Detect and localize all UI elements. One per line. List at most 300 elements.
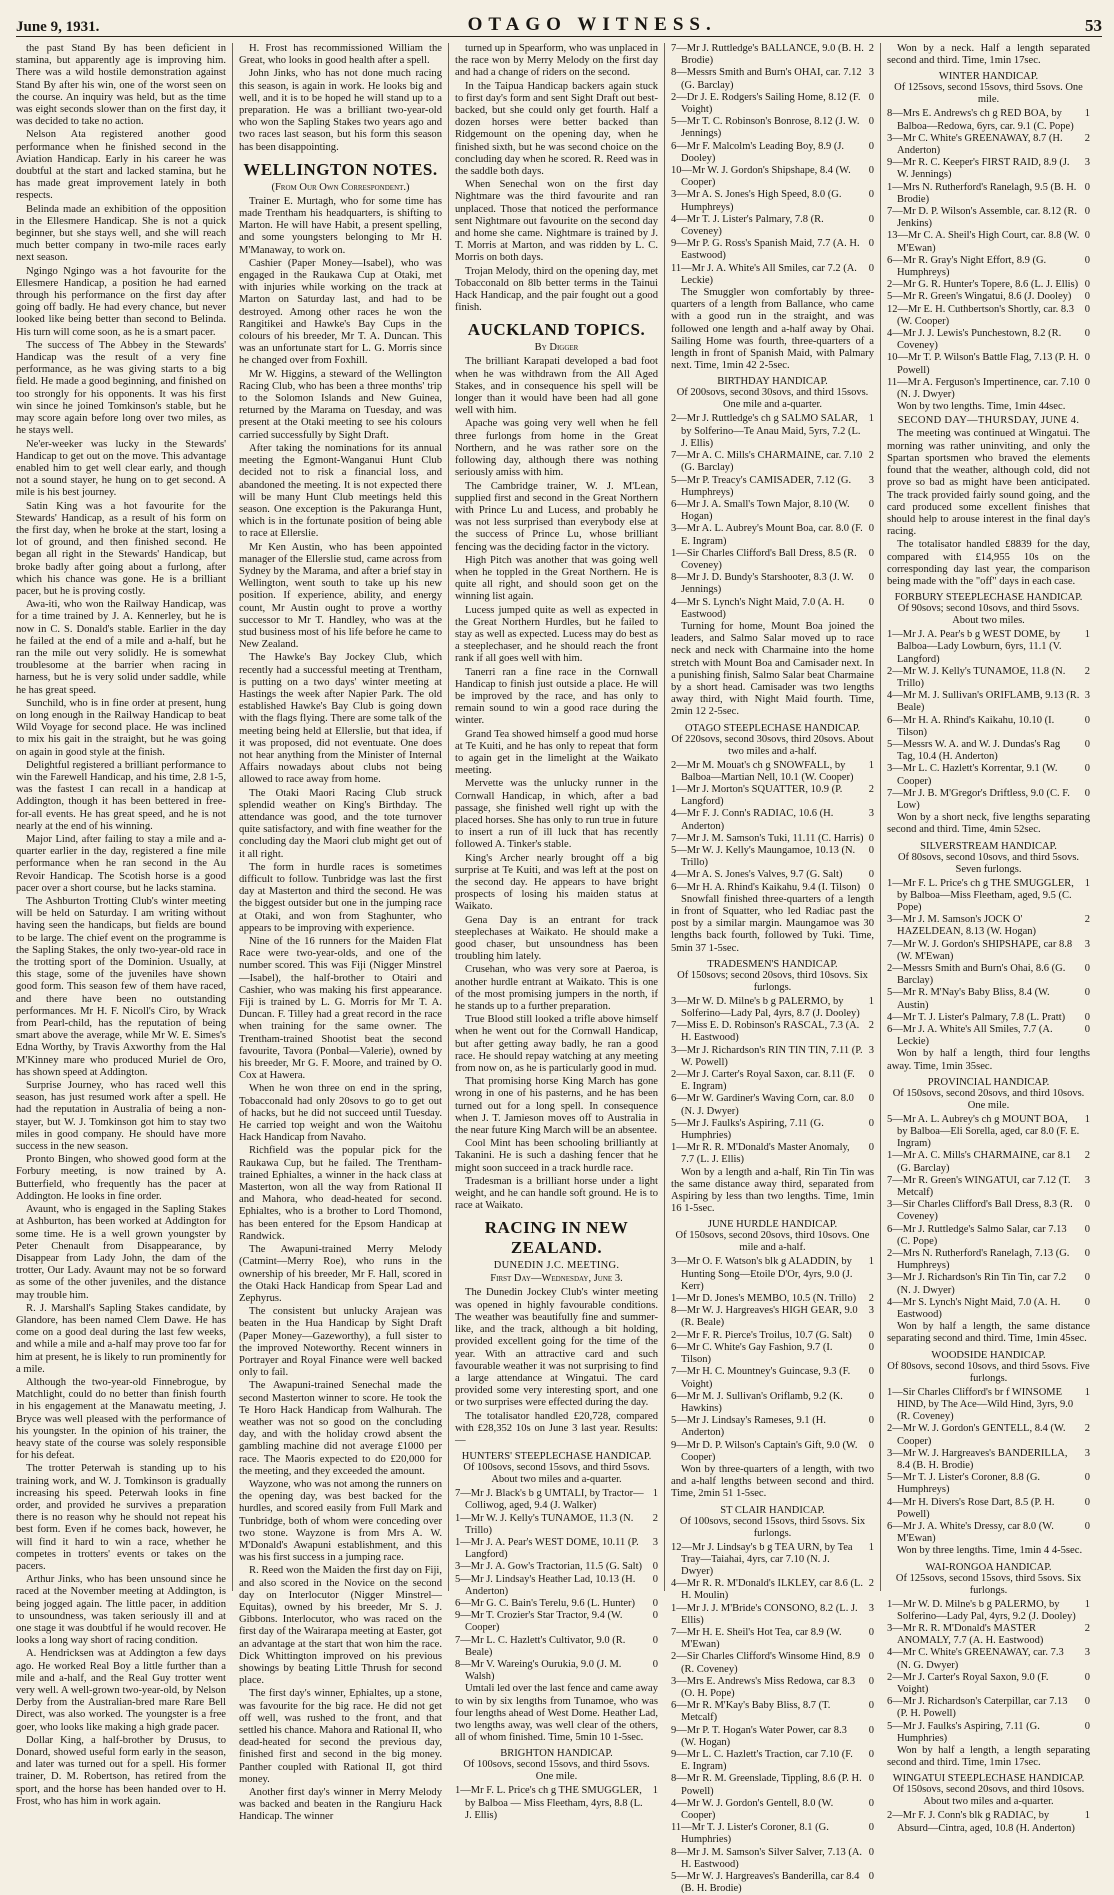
entry-position: 0 (652, 1561, 658, 1573)
entry-position: 0 (868, 572, 874, 584)
race-title: ST CLAIR HANDICAP. (720, 1504, 825, 1516)
paragraph: The success of The Abbey in the Stewards' Handicap was the result of a very fine performance, as he was giving starts to a big field. He made a good beginning, and finished on too strongly for his opponents. It was his first win since he joined Tomkinson's stable, but he may score again before long over two miles, as he stays well. (16, 339, 226, 437)
entry-position: 1 (868, 1256, 874, 1268)
race-entry (887, 1114, 1090, 1151)
entry-position: 1 (868, 759, 874, 771)
entry-position: 0 (1084, 1199, 1090, 1211)
entry-position: 0 (868, 1700, 874, 1712)
race-entry (671, 1118, 874, 1142)
entry-text: 3—Mr A. S. Jones's High Speed, 8.0 (G. Humphreys) (671, 189, 842, 213)
race-entry (671, 92, 874, 116)
entry-position: 0 (1084, 1024, 1090, 1036)
race-entry (887, 1175, 1090, 1199)
entry-text: 3—Mr C. White's GREENAWAY, 8.7 (H. Anderton) (887, 132, 1063, 157)
race-entry (671, 1415, 874, 1439)
entry-position: 1 (652, 1785, 658, 1797)
entry-position: 3 (868, 1602, 874, 1614)
entry-position: 0 (868, 547, 874, 559)
race-conditions: Of 125sovs, second 15sovs, third 5sovs. One mile. (894, 82, 1083, 106)
entry-text: 7—Mr J. B. M'Gregor's Driftless, 9.0 (C. F. Low) (887, 787, 1070, 811)
paragraph: John Jinks, who has not done much racing this season, is again in work. He looks big and well, and it is to be hoped he will stand up to a preparation. He was a brilliant two-year-old who won the Sapling Stakes two years ago and two races last season, but his form this season has been disappointing. (239, 68, 442, 153)
entry-text: 4—Mr W. J. Gordon's Gentell, 8.0 (W. Cooper) (671, 1797, 834, 1821)
entry-position: 1 (868, 1541, 874, 1553)
race-conditions: Of 150sovs; second 20sovs, third 10sovs. Six furlongs. (677, 969, 868, 993)
entry-text: 8—Messrs Smith and Burn's OHAI, car. 7.12 (G. Barclay) (671, 67, 862, 91)
paragraph: Won by a short neck, five lengths separating second and third. Time, 4min 52sec. (887, 812, 1090, 836)
entry-position: 0 (868, 523, 874, 535)
race-entry (671, 1093, 874, 1117)
race-entry (887, 914, 1090, 938)
paragraph: Pronto Bingen, who showed good form at the Forbury meeting, is now trained by A. Butterfield, who frequently has the pacer at Addington. He looks in fine order. (16, 1154, 226, 1202)
race-entry (671, 1542, 874, 1579)
entry-position: 2 (868, 1293, 874, 1305)
race-entry (455, 1785, 658, 1822)
entry-text: 5—Mr W. J. Kelly's Maungamoe, 10.13 (N. Trillo) (671, 844, 856, 869)
entry-text: 3—Mr R. R. M'Donald's MASTER ANOMALY, 7.7 (A. H. Eastwood) (887, 1622, 1044, 1647)
race-conditions: Of 80sovs, second 10sovs, and third 5sovs. Five furlongs. (887, 1360, 1090, 1384)
race-entry (887, 279, 1090, 291)
entry-text: 7—Mr L. C. Hazlett's Cultivator, 9.0 (R. Beale) (455, 1634, 626, 1658)
entry-text: 5—Mr R. Green's Wingatui, 8.6 (J. Dooley) (887, 291, 1072, 303)
race-entry (887, 715, 1090, 739)
race-entry (887, 666, 1090, 690)
byline: First Day—Wednesday, June 3. (490, 1273, 623, 1285)
entry-position: 0 (868, 1117, 874, 1129)
race-title: WOODSIDE HANDICAP. (931, 1349, 1046, 1361)
entry-text: 1—Mr A. C. Mills's CHARMAINE, car 8.1 (G. Barclay) (887, 1150, 1071, 1174)
paragraph: Snowfall finished three-quarters of a length in front of Squatter, who led Radiac past the post by a similar margin. Maungamoe was 30 lengths back fourth, followed by Tuki. Time, 5min 37 1-5sec. (671, 893, 874, 954)
entry-position: 0 (868, 1797, 874, 1809)
entry-position: 0 (868, 832, 874, 844)
entry-text: 9—Mr R. C. Keeper's FIRST RAID, 8.9 (J. W. Jennings) (887, 157, 1070, 181)
entry-position: 0 (1084, 963, 1090, 974)
race-entry (887, 1497, 1090, 1521)
entry-position: 0 (1084, 987, 1090, 999)
section-heading: WELLINGTON NOTES. (243, 159, 438, 179)
paragraph: Surprise Journey, who has raced well this season, has just resumed work after a spell. He had the reputation in Australia of being a non-stayer, but W. J. Tomkinson got him to stay two miles in good company. He should have more success in the new season. (16, 1080, 226, 1153)
entry-text: 5—Messrs W. A. and W. J. Dundas's Rag Tag, 10.4 (H. Anderton) (887, 738, 1061, 763)
race-entry (671, 1578, 874, 1602)
entry-position: 3 (1084, 1647, 1090, 1659)
race-entry (455, 1561, 658, 1573)
paragraph: turned up in Spearform, who was unplaced in the race won by Merry Melody on the first day and had a change of riders on the second. (455, 43, 658, 79)
entry-text: 1—Mr W. J. Kelly's TUNAMOE, 11.3 (N. Trillo) (455, 1512, 634, 1536)
entry-text: 8—Mr J. M. Samson's Silver Salver, 7.13 (A. H. Eastwood) (671, 1846, 863, 1870)
race-conditions: Of 220sovs, second 30sovs, third 20sovs. About two miles and a-half. (671, 733, 874, 757)
paragraph: Won by a length and a-half, Rin Tin Tin was the same distance away third, separated from Aspiring by less than two lengths. Time, 1min 16 1-5sec. (671, 1166, 874, 1215)
race-conditions: Of 125sovs, second 15sovs, third 5sovs. Six furlongs. (895, 1572, 1082, 1596)
entry-position: 0 (868, 1439, 874, 1451)
entry-position: 0 (1084, 254, 1090, 266)
paragraph: The Cambridge trainer, W. J. M'Lean, supplied first and second in the Great Northern with Prince Lu and Lucess, and probably he was not less surprised than everybody else at the success of Prince Lu, whose brilliant fencing was the deciding factor in the victory. (455, 480, 658, 553)
entry-position: 0 (868, 1415, 874, 1427)
subheading: DUNEDIN J.C. MEETING. (493, 1260, 620, 1272)
race-entry (671, 1366, 874, 1390)
paragraph: Satin King was a hot favourite for the Stewards' Handicap, as a result of his form on the first day, when he broke at the start, losing a lot of ground, and then finished second. He began all right in the Stewards' Handicap, but broke badly after going about a furlong, after which his chance was gone. He is a brilliant pacer, but he is proving costly. (16, 500, 226, 597)
entry-position: 0 (1084, 1272, 1090, 1284)
race-entry (671, 882, 874, 894)
entry-text: 3—Mr W. J. Hargreaves's BANDERILLA, 8.4 (B. H. Brodie) (887, 1447, 1068, 1471)
entry-text: 2—Mr J. Carter's Royal Saxon, 9.0 (F. Voight) (887, 1671, 1049, 1695)
entry-position: 0 (868, 1341, 874, 1353)
paragraph: Trainer E. Murtagh, who for some time has made Trentham his headquarters, is shifting to Marton. He will have Habit, a present spelling, and some youngsters belonging to Mr H. M'Manaway, to work on. (239, 195, 442, 256)
entry-text: 2—Mr W. J. Kelly's TUNAMOE, 11.8 (N. Trillo) (887, 665, 1066, 689)
race-entry (671, 1020, 874, 1044)
race-conditions: Of 80sovs, second 10sovs, and third 5sovs. Seven furlongs. (897, 851, 1080, 875)
entry-text: 8—Mr R. M. Greenslade, Tippling, 8.6 (P. H. Powell) (671, 1773, 862, 1797)
race-entry (887, 1448, 1090, 1472)
race-entry (671, 263, 874, 287)
entry-text: 9—Mr T. Crozier's Star Tractor, 9.4 (W. Cooper) (455, 1610, 623, 1634)
byline: (From Our Own Correspondent.) (271, 181, 410, 193)
race-entry (671, 1627, 874, 1651)
race-entry (671, 67, 874, 91)
race-entry (671, 1749, 874, 1773)
race-entry (455, 1488, 658, 1512)
paragraph: Won by half a length, a length separating second and third. Time, 1min 17sec. (887, 1744, 1090, 1769)
entry-position: 0 (868, 596, 874, 608)
entry-text: 1—Sir Charles Clifford's Ball Dress, 8.5 (R. Coveney) (671, 547, 857, 571)
race-entry (671, 1725, 874, 1749)
paragraph: The Ashburton Trotting Club's winter meeting will be held on Saturday. I am writing without having seen the handicaps, but fields are bound to be large. The chief event on the programme is the Sapling Stakes, the only two-year-old race in the trotting sport of the Dominion. Usually, at this stage, some of the juveniles have shown good form. This season few of them have raced, and there have been no outstanding performances. Mr H. F. Nicoll's Ciro, by Wrack from Pearl-child, has the reputation of being smart above the average, while Mr W. E. Simes's Edna Worthy, by Travis Axworthy from the Hal M'Kinney mare who produced Muriel de Oro, has shown speed at Addington. (16, 896, 226, 1078)
race-entry (887, 1387, 1090, 1424)
race-entry (455, 1598, 658, 1610)
entry-text: 1—Mrs N. Rutherford's Ranelagh, 9.5 (B. H. Brodie) (887, 181, 1077, 205)
race-entry (455, 1513, 658, 1537)
race-entry (887, 1672, 1090, 1696)
entry-text: 4—Mr A. S. Jones's Valves, 9.7 (G. Salt) (671, 869, 843, 881)
paragraph: The meeting was continued at Wingatui. The morning was rather uninviting, and only the Spartan sportsmen who braved the elements found that the weather, although cold, did not prove so bad as might have been anticipated. The track provided fairly sound going, and the card produced some excellent finishes that should help to arouse interest in the final day's racing. (887, 428, 1090, 538)
entry-text: 8—Mr J. D. Bundy's Starshooter, 8.3 (J. W. Jennings) (671, 572, 854, 596)
paragraph: When Senechal won on the first day Nightmare was the third favourite and ran unplaced. Those that noticed the performance sent Nightmare out favourite on the second day and home she came. Nightmare is trained by J. T. Morris at Marton, and was ridden by L. C. Morris on both days. (455, 179, 658, 264)
race-title: JUNE HURDLE HANDICAP. (707, 1219, 838, 1231)
paragraph: Gena Day is an entrant for track steeplechases at Waikato. He should make a good chaser, but unsoundness has been troubling him lately. (455, 914, 658, 963)
entry-text: 3—Mr J. Richardson's RIN TIN TIN, 7.11 (P. W. Powell) (671, 1044, 863, 1068)
entry-text: 5—Mr J. Lindsay's Heather Lad, 10.13 (H. Anderton) (455, 1573, 636, 1597)
race-entry (887, 939, 1090, 963)
entry-position: 2 (1084, 914, 1090, 926)
entry-position: 3 (1084, 1174, 1090, 1186)
entry-text: 2—Sir Charles Clifford's Winsome Hind, 8.9 (R. Coveney) (671, 1651, 861, 1675)
race-entry (671, 1391, 874, 1415)
entry-position: 2 (652, 1512, 658, 1524)
race-title: TRADESMEN'S HANDICAP. (707, 958, 838, 970)
paragraph: Another first day's winner in Merry Melody was backed and beaten in the Rangiuru Hack Handicap. The winner (239, 1787, 442, 1823)
entry-text: 11—Mr T. J. Lister's Coroner, 8.1 (G. Humphries) (671, 1822, 829, 1846)
entry-text: 12—Mr E. H. Cuthbertson's Shortly, car. 8.3 (W. Cooper) (887, 303, 1074, 327)
paragraph: Won by a neck. Half a length separated second and third. Time, 1min 17sec. (887, 43, 1090, 67)
paragraph: A. Hendricksen was at Addington a few days ago. He worked Real Boy a little further than a mile and a-half, and the Real Guy trotter went very well. A well-grown two-year-old, by Nelson Derby from the Australian-bred mare Rare Bell Direct, was also worked. The youngster is a free goer, who looks like making a high grade pacer. (16, 1648, 226, 1733)
race-entry (671, 1142, 874, 1166)
race-entry (671, 1773, 874, 1797)
entry-position: 0 (652, 1573, 658, 1585)
page-number: 53 (1084, 16, 1102, 35)
race-entry (671, 1603, 874, 1627)
entry-position: 0 (868, 1675, 874, 1687)
entry-position: 0 (1084, 1671, 1090, 1683)
entry-position: 0 (1084, 279, 1090, 291)
race-entry (887, 1810, 1090, 1834)
column-2 (232, 43, 448, 1823)
paragraph: Richfield was the popular pick for the Raukawa Cup, but he failed. The Trentham-trained Ephialtes, a winner in the hack class at Masterton, won all the way from Rational II and Mahora, who dead-heated for second. Ephialtes, who is a brother to Lord Thomond, has been entered for the Epsom Handicap at Randwick. (239, 1145, 442, 1242)
entry-position: 2 (868, 43, 874, 54)
race-conditions: Of 150sovs, second 20sovs, third 10sovs. One mile and a-half. (675, 1230, 870, 1254)
race-conditions: Of 150sovs, second 20sovs, and third 10sovs. About two miles and a-quarter. (892, 1784, 1085, 1808)
entry-position: 0 (1084, 1223, 1090, 1235)
paragraph: Cashier (Paper Money—Isabel), who was engaged in the Raukawa Cup at Otaki, met with injuries while working on the track at Marton on Saturday last, and had to be destroyed. Among other races he won the Rangitikei and Hawke's Bay Cups in the colours of his breeder, Mr T. A. Duncan. This was an unfortunate start for L. G. Morris since he changed over from Foxhill. (239, 257, 442, 367)
column-container (16, 43, 1102, 1895)
race-entry (671, 784, 874, 808)
race-entry (887, 1599, 1090, 1623)
race-entry (671, 1676, 874, 1700)
race-entry (887, 108, 1090, 132)
entry-position: 0 (868, 881, 874, 893)
entry-position: 2 (1084, 665, 1090, 677)
race-entry (671, 1871, 874, 1895)
race-entry (671, 523, 874, 547)
race-entry (671, 1822, 874, 1846)
race-entry (887, 182, 1090, 206)
race-entry (887, 352, 1090, 376)
entry-text: 1—Mr D. Jones's MEMBO, 10.5 (N. Trillo) (671, 1293, 857, 1305)
entry-position: 0 (868, 213, 874, 225)
race-entry (671, 499, 874, 523)
entry-position: 0 (1084, 1696, 1090, 1708)
paragraph: Awa-iti, who won the Railway Handicap, was for a time trained by J. A. Kennerley, but he is now in C. S. Donald's stable. Earlier in the day he failed at the end of a mile and a-half, but he ran the mile out very solidly. He is somewhat troublesome at the barrier when racing in harness, but he is very solid under saddle, while he has great speed. (16, 599, 226, 696)
entry-text: 7—Mr D. P. Wilson's Assemble, car. 8.12 (R. Jenkins) (887, 206, 1077, 230)
entry-text: 3—Mr O. F. Watson's blk g ALADDIN, by Hunting Song—Etoile D'Or, 4yrs, 9.0 (J. Kerr) (671, 1256, 853, 1292)
paragraph: Avaunt, who is engaged in the Sapling Stakes at Ashburton, has been worked at Addington for some time. He is a well grown youngster by Peter Chenault from Disappearance, by Disappear from Lady John, the dam of the trotter, Our Lady. Avaunt may not be so forward as some of the other juveniles, and the distance may trouble him. (16, 1204, 226, 1301)
entry-text: 6—Mr J. A. White's Dressy, car 8.0 (W. M'Ewan) (887, 1520, 1054, 1545)
entry-position: 1 (868, 413, 874, 425)
paragraph: Grand Tea showed himself a good mud horse at Te Kuiti, and he has only to repeat that form to again get in the limelight at the Waikato meeting. (455, 728, 658, 777)
entry-text: 3—Mr J. A. Gow's Tractorian, 11.5 (G. Salt) (455, 1561, 643, 1573)
race-title: WAI-RONGOA HANDICAP. (925, 1561, 1052, 1573)
entry-text: 3—Sir Charles Clifford's Ball Dress, 8.3 (R. Coveney) (887, 1199, 1073, 1223)
entry-text: 13—Mr C. A. Sheil's High Court, car. 8.8 (W. M'Ewan) (887, 230, 1080, 254)
entry-text: 9—Mr L. C. Hazlett's Traction, car 7.10 (F. E. Ingram) (671, 1748, 853, 1773)
entry-text: 5—Mr T. C. Robinson's Bonrose, 8.12 (J. W. Jennings) (671, 116, 860, 140)
entry-position: 0 (1084, 1520, 1090, 1532)
paragraph: Won by half a length, third four lengths away. Time, 1min 35sec. (887, 1048, 1090, 1072)
entry-position: 2 (1084, 132, 1090, 144)
race-entry (887, 1199, 1090, 1223)
column-4 (664, 43, 880, 1895)
race-title: WINTER HANDICAP. (938, 71, 1039, 83)
entry-text: 7—Mr J. M. Samson's Tuki, 11.11 (C. Harris) (671, 832, 864, 844)
entry-position: 0 (868, 91, 874, 103)
entry-position: 0 (652, 1597, 658, 1609)
race-entry (887, 1248, 1090, 1272)
entry-position: 0 (868, 1846, 874, 1858)
entry-text: 5—Mr J. Faulks's Aspiring, 7.11 (G. Humphries) (671, 1117, 824, 1142)
entry-text: 3—Mr J. Richardson's Rin Tin Tin, car 7.2 (N. J. Dwyer) (887, 1272, 1067, 1296)
entry-position: 0 (1084, 738, 1090, 750)
paragraph: Cool Mint has been schooling brilliantly at Takanini. He is such a dashing fencer that he might soon succeed in a track hurdle race. (455, 1138, 658, 1174)
entry-text: 4—Mr M. J. Sullivan's ORIFLAMB, 9.13 (R. Beale) (887, 690, 1080, 714)
entry-text: 8—Mr V. Wareing's Ourukia, 9.0 (J. M. Walsh) (455, 1658, 622, 1683)
entry-position: 0 (868, 1093, 874, 1105)
entry-text: 3—Mr W. D. Milne's b g PALERMO, by Solferino—Lady Pal, 4yrs, 8.7 (J. Dooley) (671, 995, 860, 1020)
paragraph: The trotter Peterwah is standing up to his training work, and W. J. Tomkinson is gradually increasing his speed. Peterwah looks in fine order, and provided he survives a preparation there is no reason why he should not repeat his best form. Even if he comes back, however, he will find it hard to win a race, whether he competes in trotters' events or takes on the pacers. (16, 1463, 226, 1572)
race-title: WINGATUI STEEPLECHASE HANDICAP. (892, 1773, 1085, 1785)
race-entry (671, 808, 874, 832)
entry-position: 3 (652, 1536, 658, 1548)
race-conditions: Of 100sovs, second 15sovs, and third 5sovs. One mile. (463, 1759, 650, 1783)
entry-text: 5—Mr J. Lindsay's Rameses, 9.1 (H. Anderton) (671, 1415, 827, 1439)
paragraph: Tradesman is a brilliant horse under a light weight, and he can handle soft ground. He is to race at Waikato. (455, 1175, 658, 1212)
entry-position: 0 (868, 1748, 874, 1760)
entry-position: 0 (868, 498, 874, 510)
entry-position: 1 (1084, 1386, 1090, 1398)
race-entry (887, 1623, 1090, 1647)
paragraph: Ngingo Ngingo was a hot favourite for the Ellesmere Handicap, a position he had earned through his performance on the first day after going off badly. He had every chance, but never looked like being better than second to Belinda. His turn will come soon, as he is a smart pacer. (16, 265, 226, 338)
entry-text: 9—Mr P. G. Ross's Spanish Maid, 7.7 (A. H. Eastwood) (671, 238, 860, 262)
entry-position: 0 (868, 1626, 874, 1638)
entry-text: 11—Mr J. A. White's All Smiles, car 7.2 (A. Leckie) (671, 262, 857, 286)
entry-position: 3 (868, 808, 874, 820)
entry-position: 1 (1084, 1113, 1090, 1125)
entry-text: 6—Mr J. A. White's All Smiles, 7.7 (A. Leckie) (887, 1024, 1053, 1048)
entry-position: 0 (652, 1610, 658, 1622)
entry-text: 1—Mr J. J. M'Bride's CONSONO, 8.2 (L. J. Ellis) (671, 1602, 858, 1626)
race-entry (671, 1440, 874, 1464)
paragraph: Lucess jumped quite as well as expected in the Great Northern Hurdles, but he failed to stay as well as expected. Lucess may do best as a steeplechaser, and he should reach the front rank if all goes well with him. (455, 604, 658, 665)
entry-position: 0 (1084, 376, 1090, 388)
race-title: OTAGO STEEPLECHASE HANDICAP. (684, 722, 861, 734)
entry-position: 1 (1084, 1598, 1090, 1610)
entry-position: 3 (1084, 1447, 1090, 1459)
entry-text: 6—Mr C. White's Gay Fashion, 9.7 (I. Tilson) (671, 1341, 833, 1366)
entry-position: 3 (868, 1305, 874, 1317)
entry-position: 0 (868, 1724, 874, 1736)
paragraph: The form in hurdle races is sometimes difficult to follow. Tunbridge was last the first day at Masterton and third the second. He was the biggest outsider but one in the jumping race at Otaki, and won from Staghunter, who appears to be improving with experience. (239, 861, 442, 934)
race-entry (887, 1521, 1090, 1545)
race-entry (671, 869, 874, 881)
race-conditions: Of 90sovs; second 10sovs, and third 5sovs. About two miles. (897, 603, 1080, 627)
paragraph: Although the two-year-old Finnebrogue, by Matchlight, could do no better than finish fourth in his engagement at the Manawatu meeting, J. Bryce was well pleased with the performance of his youngster. In the opinion of his trainer, the heavy state of the course was solely responsible for his defeat. (16, 1376, 226, 1462)
entry-text: 4—Mr R. R. M'Donald's ILKLEY, car 8.6 (L. H. Moulin) (671, 1578, 863, 1602)
entry-position: 0 (652, 1634, 658, 1646)
paragraph: Won by two lengths. Time, 1min 44sec. (897, 401, 1066, 413)
race-entry (887, 987, 1090, 1011)
race-entry (887, 304, 1090, 328)
entry-text: 7—Mr A. C. Mills's CHARMAINE, car. 7.10 (G. Barclay) (671, 450, 863, 474)
entry-position: 0 (868, 844, 874, 856)
entry-position: 0 (868, 1142, 874, 1154)
section-heading: AUCKLAND TOPICS. (467, 320, 646, 340)
race-entry (887, 629, 1090, 666)
paragraph: The consistent but unlucky Arajean was beaten in the Hua Handicap by Sight Draft (Paper Money—Gazeworthy), a full sister to the improved Noteworthy. Recent winners in Portrayer and Royal Finance were well backed only to fail. (239, 1306, 442, 1379)
entry-position: 0 (868, 165, 874, 177)
race-conditions: Of 100sovs, second 15sovs, and third 5sovs. About two miles and a-quarter. (463, 1462, 650, 1486)
race-entry (887, 963, 1090, 987)
paragraph: Turning for home, Mount Boa joined the leaders, and Salmo Salar moved up to race neck and neck with Charmaine into the home stretch with Mount Boa and Camisader next. In a punishing finish, Salmo Salar beat Charmaine by a short head. Camisader was two lengths away third, with Night Maid fourth. Time, 2min 12 2-5sec. (671, 620, 874, 718)
race-entry (671, 996, 874, 1020)
entry-text: 6—Mr M. J. Sullivan's Oriflamb, 9.2 (K. Hawkins) (671, 1390, 843, 1414)
entry-position: 3 (868, 67, 874, 79)
column-1 (16, 43, 232, 1807)
paragraph: The first day's winner, Ephialtes, up a stone, was favourite for the big race. He did not get off well, was rushed to the front, and that settled his chance. Mahora and Rational II, who dead-heated for second the previous day, finished first and second in the big money. Panther coupled with Rational II, got third money. (239, 1688, 442, 1785)
entry-position: 0 (1084, 1472, 1090, 1484)
entry-position: 1 (1084, 877, 1090, 889)
race-title: SILVERSTREAM HANDICAP. (920, 840, 1057, 852)
entry-position: 3 (1084, 690, 1090, 702)
entry-position: 0 (652, 1658, 658, 1670)
entry-text: 2—Mr J. Ruttledge's ch g SALMO SALAR, by Solferino—Te Anau Maid, 5yrs, 7.2 (L. J. Ellis) (671, 413, 861, 449)
race-entry (455, 1574, 658, 1598)
paragraph: The Hawke's Bay Jockey Club, which recently had a successful meeting at Trentham, is putting on a two days' winter meeting at Hastings the week after Napier Park. The old established Hawke's Bay Club is going down with the flags flying. There are some talk of the meeting being held at Ellerslie, but that idea, if it was proposed, did not eventuate. One does not hear anything from the Minister of Internal Affairs nowadays about clubs not being allowed to race away from home. (239, 652, 442, 786)
entry-text: 2—Mr G. R. Hunter's Topere, 8.6 (L. J. Ellis) (887, 279, 1079, 291)
entry-text: 8—Mr W. J. Hargreaves's HIGH GEAR, 9.0 (R. Beale) (671, 1305, 858, 1329)
entry-text: 9—Mr P. T. Hogan's Water Power, car 8.3 (W. Hogan) (671, 1724, 847, 1748)
entry-position: 0 (868, 869, 874, 881)
paragraph: Wayzone, who was not among the runners on the opening day, was best backed for the hurdles, and scored easily from Full Mark and Tunbridge, both of whom were conceding over two stone. Wayzone is from Mrs A. W. M'Donald's Awapuni establishment, and this was his first success in a jumping race. (239, 1478, 442, 1564)
race-entry (671, 116, 874, 140)
race-entry (887, 328, 1090, 352)
entry-position: 1 (652, 1488, 658, 1500)
race-entry (671, 597, 874, 621)
entry-position: 0 (868, 1822, 874, 1834)
entry-position: 0 (1084, 352, 1090, 364)
race-title: FORBURY STEEPLECHASE HANDICAP. (894, 592, 1083, 604)
entry-text: 5—Mr P. Treacy's CAMISADER, 7.12 (G. Humphreys) (671, 474, 852, 498)
entry-text: 7—Mr W. J. Gordon's SHIPSHAPE, car 8.8 (W. M'Ewan) (887, 938, 1073, 962)
subheading: SECOND DAY—THURSDAY, JUNE 4. (897, 415, 1080, 427)
race-entry (671, 1069, 874, 1093)
paragraph: Crusehan, who was very sore at Paeroa, is another hurdle entrant at Waikato. This is one of the most promising jumpers in the north, if he stands up to a further preparation. (455, 964, 658, 1013)
race-entry (671, 833, 874, 845)
race-entry (887, 157, 1090, 181)
entry-text: 2—Mr J. Carter's Royal Saxon, car. 8.11 (F. E. Ingram) (671, 1069, 855, 1093)
entry-text: 5—Mr R. M'Nay's Baby Bliss, 8.4 (W. Austin) (887, 987, 1050, 1011)
entry-text: 6—Mr H. A. Rhind's Kaikahu, 9.4 (I. Tilson) (671, 881, 861, 893)
entry-position: 0 (868, 189, 874, 201)
entry-position: 0 (1084, 787, 1090, 799)
race-entry (887, 377, 1090, 401)
entry-position: 2 (1084, 1423, 1090, 1435)
race-entry (671, 1330, 874, 1342)
race-entry (887, 1721, 1090, 1745)
race-entry (671, 189, 874, 213)
entry-text: 11—Mr A. Ferguson's Impertinence, car. 7.10 (N. J. Dwyer) (887, 376, 1080, 401)
race-entry (887, 1696, 1090, 1720)
race-entry (887, 1024, 1090, 1048)
paragraph: Sunchild, who is in fine order at present, hung on long enough in the Railway Handicap to beat Wild Voyage for second place. He was inclined to mix his gait in the straight, but he was going on again in good style at the finish. (16, 697, 226, 758)
race-entry (887, 1297, 1090, 1321)
entry-position: 0 (1084, 1496, 1090, 1508)
race-entry (887, 291, 1090, 303)
entry-position: 1 (868, 995, 874, 1007)
entry-position: 0 (1084, 1720, 1090, 1732)
race-conditions: Of 150sovs, second 20sovs, and third 10sovs. One mile. (892, 1087, 1085, 1111)
paragraph: Dollar King, a half-brother by Drusus, to Donard, showed useful form early in the season, and later was turned out for a spell. His former trainer, D. M. Robertson, has retired from the sport, and the horse has been handed over to H. Frost, who has him in work again. (16, 1734, 226, 1807)
entry-position: 0 (1084, 1296, 1090, 1308)
paragraph: The Awapuni-trained Merry Melody (Catmint—Merry Roe), who runs in the ownership of his breeder, Mr F. Hall, scored in the Otaki Hack Handicap from Spear Lad and Zephyrus. (239, 1244, 442, 1304)
race-entry (887, 763, 1090, 787)
race-entry (887, 1224, 1090, 1248)
entry-text: 1—Mr W. D. Milne's b g PALERMO, by Solferino—Lady Pal, 4yrs, 9.2 (J. Dooley) (887, 1598, 1076, 1622)
entry-text: 4—Mr J. J. Lewis's Punchestown, 8.2 (R. Coveney) (887, 328, 1062, 352)
entry-position: 2 (868, 450, 874, 462)
entry-position: 0 (1084, 714, 1090, 726)
entry-text: 12—Mr J. Lindsay's b g TEA URN, by Tea Tray—Taiahai, 4yrs, car 7.10 (N. J. Dwyer) (671, 1541, 853, 1577)
paragraph: The Otaki Maori Racing Club struck splendid weather on King's Birthday. The attendance was good, and the tote turnover quite satisfactory, and with fine weather for the concluding day the Maori club might get out of it all right. (239, 787, 442, 860)
race-entry (671, 1045, 874, 1069)
entry-text: 2—Mr M. Mouat's ch g SNOWFALL, by Balboa—Martian Nell, 10.1 (W. Cooper) (671, 759, 854, 783)
entry-text: 4—Mr H. Divers's Rose Dart, 8.5 (P. H. Powell) (887, 1496, 1055, 1520)
paragraph: Won by three lengths. Time, 1min 4 4-5sec. (897, 1545, 1083, 1557)
